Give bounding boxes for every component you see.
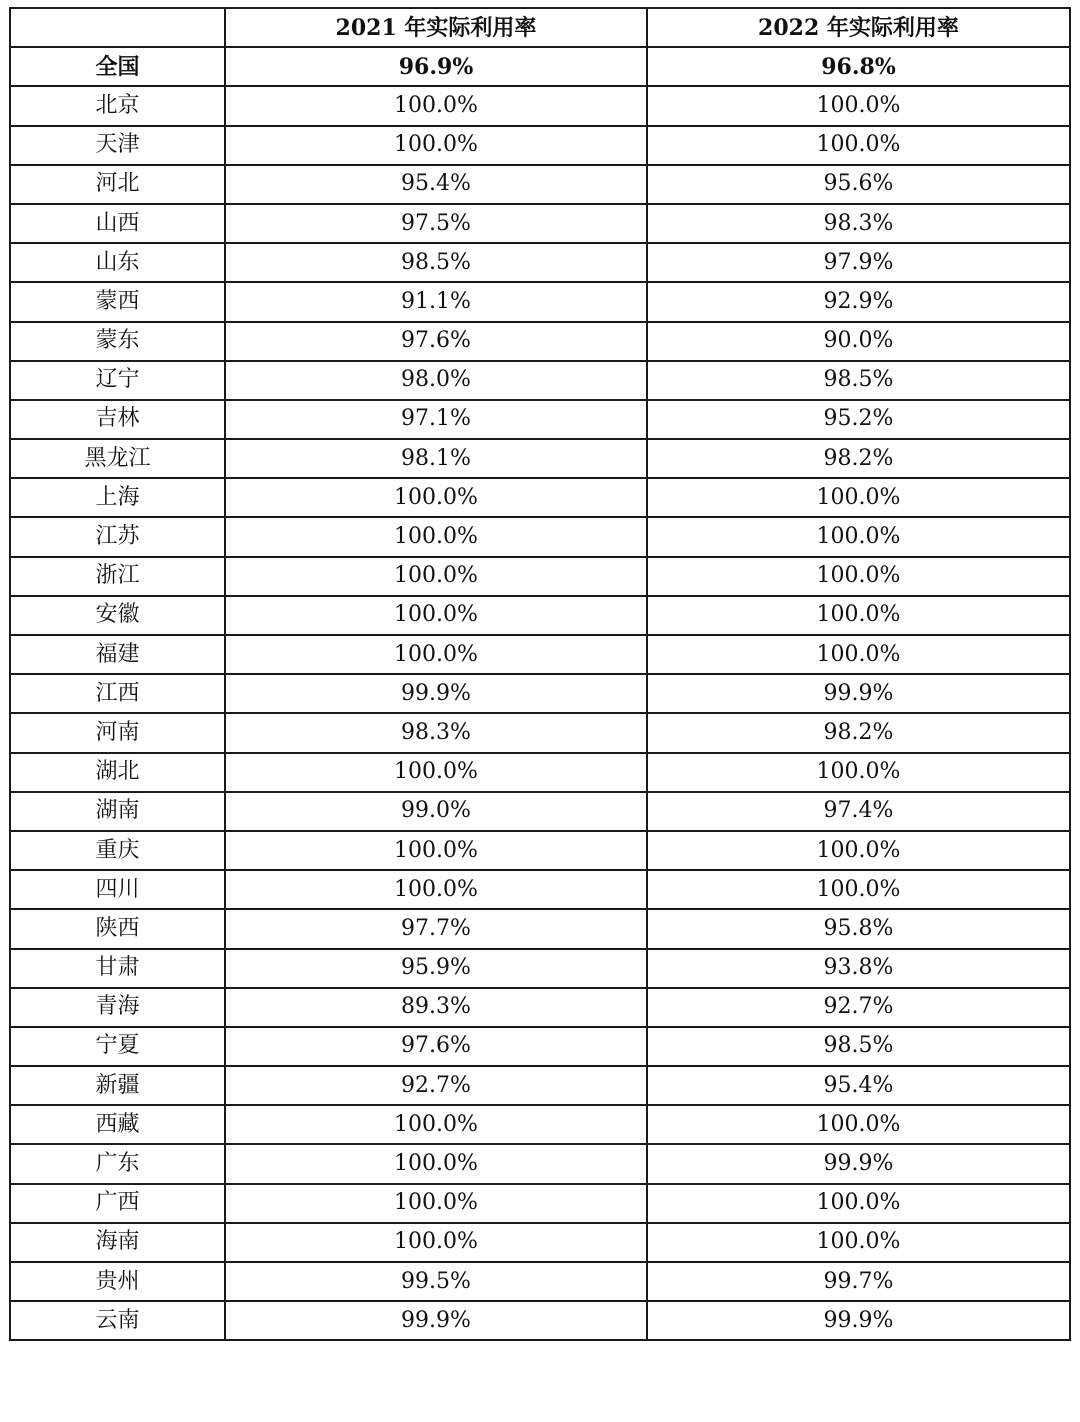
table-row	[10, 282, 1070, 321]
table-row	[10, 1184, 1070, 1223]
table-body	[10, 47, 1070, 1340]
rate-2021-cell: 97.7%	[225, 909, 647, 948]
table-row	[10, 439, 1070, 478]
rate-2021-cell: 100.0%	[225, 517, 647, 556]
table-row	[10, 753, 1070, 792]
table-row	[10, 478, 1070, 517]
rate-2022-cell: 99.7%	[647, 1262, 1070, 1301]
rate-2021-cell: 95.9%	[225, 949, 647, 988]
rate-2021-cell: 98.5%	[225, 243, 647, 282]
rate-2022-cell: 93.8%	[647, 949, 1070, 988]
region-cell: 海南	[10, 1223, 225, 1262]
region-cell: 黑龙江	[10, 439, 225, 478]
region-cell: 宁夏	[10, 1027, 225, 1066]
rate-2021-cell: 100.0%	[225, 126, 647, 165]
rate-2022-cell: 96.8%	[647, 47, 1070, 86]
rate-2021-cell: 98.3%	[225, 713, 647, 752]
rate-2022-cell: 98.5%	[647, 1027, 1070, 1066]
table-row	[10, 792, 1070, 831]
region-cell: 河北	[10, 165, 225, 204]
rate-2022-cell: 100.0%	[647, 478, 1070, 517]
rate-2021-cell: 100.0%	[225, 1105, 647, 1144]
header-row	[10, 8, 1070, 47]
rate-2021-cell: 96.9%	[225, 47, 647, 86]
table-row	[10, 1223, 1070, 1262]
rate-2021-cell: 100.0%	[225, 1144, 647, 1183]
region-cell: 山东	[10, 243, 225, 282]
rate-2021-cell: 97.1%	[225, 400, 647, 439]
table-row	[10, 1027, 1070, 1066]
rate-2021-cell: 100.0%	[225, 478, 647, 517]
rate-2022-cell: 90.0%	[647, 322, 1070, 361]
table-row	[10, 949, 1070, 988]
table-row	[10, 831, 1070, 870]
table-row	[10, 1105, 1070, 1144]
table-row	[10, 909, 1070, 948]
rate-2022-cell: 100.0%	[647, 126, 1070, 165]
rate-2021-cell: 100.0%	[225, 596, 647, 635]
table-row	[10, 322, 1070, 361]
table-header	[10, 8, 1070, 47]
rate-2021-cell: 91.1%	[225, 282, 647, 321]
region-cell: 吉林	[10, 400, 225, 439]
rate-2021-cell: 99.5%	[225, 1262, 647, 1301]
rate-2022-cell: 100.0%	[647, 635, 1070, 674]
region-cell: 湖南	[10, 792, 225, 831]
table-row	[10, 557, 1070, 596]
rate-2021-cell: 95.4%	[225, 165, 647, 204]
table-row	[10, 517, 1070, 556]
region-cell: 上海	[10, 478, 225, 517]
table-row	[10, 1262, 1070, 1301]
header-region	[10, 8, 225, 47]
table-row	[10, 596, 1070, 635]
region-cell: 四川	[10, 870, 225, 909]
rate-2022-cell: 100.0%	[647, 1223, 1070, 1262]
rate-2021-cell: 89.3%	[225, 988, 647, 1027]
table-row	[10, 400, 1070, 439]
rate-2022-cell: 98.2%	[647, 439, 1070, 478]
region-cell: 河南	[10, 713, 225, 752]
table-row	[10, 243, 1070, 282]
rate-2021-cell: 100.0%	[225, 1223, 647, 1262]
rate-2022-cell: 95.8%	[647, 909, 1070, 948]
table-row	[10, 988, 1070, 1027]
rate-2022-cell: 95.4%	[647, 1066, 1070, 1105]
region-cell: 天津	[10, 126, 225, 165]
rate-2021-cell: 99.0%	[225, 792, 647, 831]
rate-2022-cell: 98.2%	[647, 713, 1070, 752]
table-row	[10, 361, 1070, 400]
header-2022: 2022 年实际利用率	[647, 8, 1070, 47]
table-row	[10, 674, 1070, 713]
region-cell: 广西	[10, 1184, 225, 1223]
region-cell: 青海	[10, 988, 225, 1027]
region-cell: 广东	[10, 1144, 225, 1183]
utilization-rate-table	[9, 7, 1071, 1341]
region-cell: 浙江	[10, 557, 225, 596]
rate-2021-cell: 100.0%	[225, 753, 647, 792]
rate-2021-cell: 99.9%	[225, 1301, 647, 1340]
rate-2022-cell: 100.0%	[647, 557, 1070, 596]
region-cell: 西藏	[10, 1105, 225, 1144]
table-row	[10, 126, 1070, 165]
rate-2021-cell: 98.1%	[225, 439, 647, 478]
rate-2022-cell: 100.0%	[647, 831, 1070, 870]
region-cell: 贵州	[10, 1262, 225, 1301]
rate-2022-cell: 100.0%	[647, 870, 1070, 909]
utilization-table-container	[9, 7, 1069, 1341]
region-cell: 安徽	[10, 596, 225, 635]
region-cell: 新疆	[10, 1066, 225, 1105]
region-cell: 蒙西	[10, 282, 225, 321]
rate-2021-cell: 99.9%	[225, 674, 647, 713]
table-row	[10, 870, 1070, 909]
rate-2021-cell: 100.0%	[225, 1184, 647, 1223]
rate-2022-cell: 99.9%	[647, 674, 1070, 713]
rate-2022-cell: 100.0%	[647, 753, 1070, 792]
rate-2022-cell: 100.0%	[647, 1184, 1070, 1223]
region-cell: 甘肃	[10, 949, 225, 988]
rate-2022-cell: 95.2%	[647, 400, 1070, 439]
table-row	[10, 165, 1070, 204]
table-row	[10, 635, 1070, 674]
rate-2021-cell: 92.7%	[225, 1066, 647, 1105]
rate-2021-cell: 97.6%	[225, 322, 647, 361]
table-row	[10, 1066, 1070, 1105]
rate-2021-cell: 100.0%	[225, 557, 647, 596]
table-row	[10, 1144, 1070, 1183]
table-row	[10, 713, 1070, 752]
rate-2022-cell: 97.9%	[647, 243, 1070, 282]
rate-2021-cell: 100.0%	[225, 86, 647, 125]
header-2021: 2021 年实际利用率	[225, 8, 647, 47]
rate-2022-cell: 98.3%	[647, 204, 1070, 243]
region-cell: 重庆	[10, 831, 225, 870]
rate-2022-cell: 100.0%	[647, 517, 1070, 556]
region-cell: 陕西	[10, 909, 225, 948]
rate-2021-cell: 100.0%	[225, 870, 647, 909]
rate-2022-cell: 92.9%	[647, 282, 1070, 321]
region-cell: 辽宁	[10, 361, 225, 400]
region-cell: 江苏	[10, 517, 225, 556]
region-cell: 蒙东	[10, 322, 225, 361]
rate-2022-cell: 92.7%	[647, 988, 1070, 1027]
rate-2022-cell: 98.5%	[647, 361, 1070, 400]
rate-2022-cell: 100.0%	[647, 596, 1070, 635]
table-row-national	[10, 47, 1070, 86]
region-cell: 北京	[10, 86, 225, 125]
table-row	[10, 86, 1070, 125]
rate-2022-cell: 95.6%	[647, 165, 1070, 204]
rate-2021-cell: 97.6%	[225, 1027, 647, 1066]
region-cell: 云南	[10, 1301, 225, 1340]
rate-2022-cell: 99.9%	[647, 1301, 1070, 1340]
rate-2021-cell: 100.0%	[225, 635, 647, 674]
rate-2021-cell: 97.5%	[225, 204, 647, 243]
region-cell: 全国	[10, 47, 225, 86]
region-cell: 福建	[10, 635, 225, 674]
rate-2022-cell: 100.0%	[647, 1105, 1070, 1144]
rate-2021-cell: 98.0%	[225, 361, 647, 400]
rate-2022-cell: 100.0%	[647, 86, 1070, 125]
rate-2022-cell: 97.4%	[647, 792, 1070, 831]
region-cell: 湖北	[10, 753, 225, 792]
rate-2021-cell: 100.0%	[225, 831, 647, 870]
region-cell: 山西	[10, 204, 225, 243]
table-row	[10, 1301, 1070, 1340]
region-cell: 江西	[10, 674, 225, 713]
rate-2022-cell: 99.9%	[647, 1144, 1070, 1183]
table-row	[10, 204, 1070, 243]
